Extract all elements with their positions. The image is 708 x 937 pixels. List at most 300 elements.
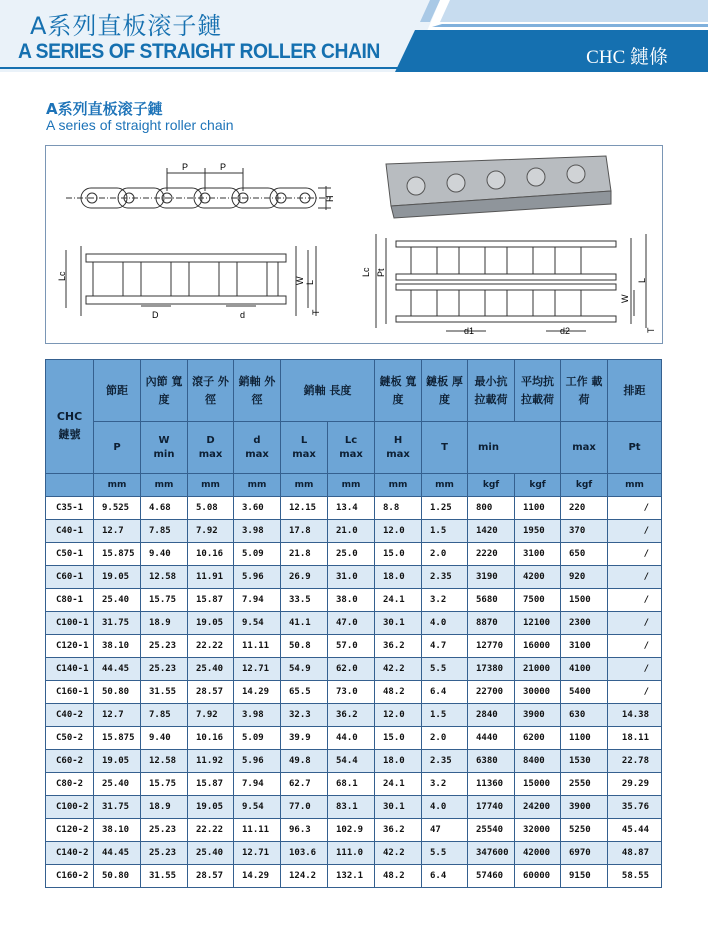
table-cell: 62.7	[281, 773, 328, 796]
table-cell: 18.9	[141, 796, 188, 819]
table-cell: 3190	[468, 566, 515, 589]
table-cell: /	[608, 681, 662, 704]
table-cell: 3100	[515, 543, 561, 566]
label-d1: d1	[464, 326, 475, 336]
table-cell: 25.23	[141, 635, 188, 658]
table-cell: 7.94	[234, 773, 281, 796]
table-cell: 8400	[515, 750, 561, 773]
chain-model-cell: C100-1	[46, 612, 94, 635]
label-d2: d2	[560, 326, 571, 336]
table-cell: 17380	[468, 658, 515, 681]
unit-cell: mm	[141, 474, 188, 497]
table-row	[46, 520, 662, 543]
table-cell: 1.5	[422, 704, 468, 727]
sym-lc: Lc max	[328, 422, 375, 474]
label-lc-left: Lc	[57, 271, 67, 281]
table-cell: 25.23	[141, 658, 188, 681]
table-cell: 102.9	[328, 819, 375, 842]
table-cell: 15.0	[375, 543, 422, 566]
unit-cell: kgf	[561, 474, 608, 497]
unit-cell: kgf	[515, 474, 561, 497]
table-cell: 11.11	[234, 635, 281, 658]
table-cell: 19.05	[188, 796, 234, 819]
table-cell: 3.2	[422, 589, 468, 612]
table-cell: 50.80	[94, 681, 141, 704]
table-cell: 25.40	[188, 842, 234, 865]
table-cell: 12100	[515, 612, 561, 635]
chain-model-cell: C40-2	[46, 704, 94, 727]
table-cell: 132.1	[328, 865, 375, 888]
chain-model-cell: C60-2	[46, 750, 94, 773]
table-cell: 21.0	[328, 520, 375, 543]
table-cell: 15.87	[188, 773, 234, 796]
table-cell: /	[608, 520, 662, 543]
table-cell: 5680	[468, 589, 515, 612]
table-cell: 22700	[468, 681, 515, 704]
spec-table	[45, 359, 662, 888]
chain-model-cell: C140-2	[46, 842, 94, 865]
sym-d-small: d max	[234, 422, 281, 474]
table-cell: 800	[468, 497, 515, 520]
col-model-header	[46, 360, 94, 474]
table-cell: 7.85	[141, 704, 188, 727]
banner-title-en: A SERIES OF STRAIGHT ROLLER CHAIN	[18, 40, 380, 63]
chain-drawing	[46, 146, 662, 343]
table-cell: 1100	[515, 497, 561, 520]
table-cell: 7500	[515, 589, 561, 612]
table-cell: 25540	[468, 819, 515, 842]
table-cell: 49.8	[281, 750, 328, 773]
table-cell: 9.54	[234, 796, 281, 819]
header-roller-dia: 滾子 外徑	[188, 360, 234, 422]
chain-model-cell: C50-1	[46, 543, 94, 566]
label-pt: Pt	[376, 268, 386, 277]
banner-title-cn: A系列直板滚子鏈	[30, 12, 223, 40]
table-cell: 12.15	[281, 497, 328, 520]
table-cell: 42.2	[375, 658, 422, 681]
side-view-chain	[66, 168, 331, 210]
spec-table-wrap	[45, 359, 661, 888]
table-row	[46, 543, 662, 566]
table-cell: 24200	[515, 796, 561, 819]
table-cell: 22.78	[608, 750, 662, 773]
label-p-2: P	[220, 162, 227, 172]
table-cell: 2220	[468, 543, 515, 566]
table-cell: 41.1	[281, 612, 328, 635]
table-cell: 18.0	[375, 566, 422, 589]
header-min-tensile: 最小抗 拉載荷	[468, 360, 515, 422]
table-cell: 15.0	[375, 727, 422, 750]
brand-label: CHC 鏈條	[586, 47, 668, 68]
table-cell: 15.875	[94, 543, 141, 566]
table-cell: 38.0	[328, 589, 375, 612]
table-cell: 5.09	[234, 543, 281, 566]
table-cell: 28.57	[188, 681, 234, 704]
table-cell: 50.80	[94, 865, 141, 888]
table-cell: 650	[561, 543, 608, 566]
table-cell: 9.54	[234, 612, 281, 635]
table-cell: 5400	[561, 681, 608, 704]
table-cell: 5250	[561, 819, 608, 842]
table-cell: 24.1	[375, 589, 422, 612]
table-cell: 12.0	[375, 704, 422, 727]
table-cell: 31.0	[328, 566, 375, 589]
table-cell: 7.94	[234, 589, 281, 612]
chain-model-cell: C60-1	[46, 566, 94, 589]
table-cell: 4.7	[422, 635, 468, 658]
table-cell: 18.0	[375, 750, 422, 773]
table-cell: 31.55	[141, 681, 188, 704]
chain-model-cell: C120-1	[46, 635, 94, 658]
header-plate-width: 鏈板 寬度	[375, 360, 422, 422]
table-cell: 5.08	[188, 497, 234, 520]
top-view-chain	[66, 246, 316, 316]
table-cell: 57.0	[328, 635, 375, 658]
table-cell: 48.2	[375, 865, 422, 888]
label-h: H	[325, 195, 335, 202]
table-cell: /	[608, 635, 662, 658]
table-cell: 77.0	[281, 796, 328, 819]
unit-cell: kgf	[468, 474, 515, 497]
table-cell: 22.22	[188, 635, 234, 658]
table-cell: 21000	[515, 658, 561, 681]
table-cell: 15.875	[94, 727, 141, 750]
label-lc-right: Lc	[361, 267, 371, 277]
table-cell: 5.09	[234, 727, 281, 750]
table-cell: 57460	[468, 865, 515, 888]
table-cell: 6.4	[422, 681, 468, 704]
table-cell: 47.0	[328, 612, 375, 635]
unit-cell: mm	[281, 474, 328, 497]
table-cell: 11.11	[234, 819, 281, 842]
table-cell: 12.7	[94, 520, 141, 543]
table-cell: 4.0	[422, 796, 468, 819]
chain-model-cell: C160-2	[46, 865, 94, 888]
table-cell: 96.3	[281, 819, 328, 842]
page-banner	[0, 0, 708, 72]
table-cell: 42.2	[375, 842, 422, 865]
table-cell: 28.57	[188, 865, 234, 888]
chain-model-cell: C80-2	[46, 773, 94, 796]
table-cell: 9.525	[94, 497, 141, 520]
table-cell: 12.58	[141, 750, 188, 773]
table-cell: 18.11	[608, 727, 662, 750]
sym-d-big: D max	[188, 422, 234, 474]
table-cell: 15.75	[141, 589, 188, 612]
table-cell: 3900	[561, 796, 608, 819]
chain-model-cell: C35-1	[46, 497, 94, 520]
table-cell: 3.60	[234, 497, 281, 520]
table-cell: 5.96	[234, 750, 281, 773]
table-cell: 32.3	[281, 704, 328, 727]
unit-cell: mm	[328, 474, 375, 497]
table-cell: 22.22	[188, 819, 234, 842]
header-plate-thickness: 鏈板 厚度	[422, 360, 468, 422]
header-row-pitch: 排距	[608, 360, 662, 422]
table-cell: 1530	[561, 750, 608, 773]
table-cell: 25.40	[188, 658, 234, 681]
table-cell: 2300	[561, 612, 608, 635]
table-cell: 1100	[561, 727, 608, 750]
table-cell: 36.2	[375, 819, 422, 842]
table-cell: 18.9	[141, 612, 188, 635]
table-cell: 2.0	[422, 543, 468, 566]
table-cell: 45.44	[608, 819, 662, 842]
unit-cell: mm	[234, 474, 281, 497]
table-cell: 11.91	[188, 566, 234, 589]
table-row	[46, 681, 662, 704]
table-cell: 11.92	[188, 750, 234, 773]
sym-w: W min	[141, 422, 188, 474]
table-cell: 3.2	[422, 773, 468, 796]
table-cell: 30.1	[375, 612, 422, 635]
table-row	[46, 727, 662, 750]
table-cell: 31.75	[94, 796, 141, 819]
label-d-big: D	[152, 310, 159, 320]
table-row	[46, 796, 662, 819]
table-cell: 14.38	[608, 704, 662, 727]
label-l-left: L	[305, 279, 315, 285]
table-cell: 1950	[515, 520, 561, 543]
table-cell: 4100	[561, 658, 608, 681]
table-cell: 7.92	[188, 520, 234, 543]
chain-diagram	[45, 145, 663, 344]
chain-model-cell: C140-1	[46, 658, 94, 681]
table-cell: 5.96	[234, 566, 281, 589]
table-body	[46, 497, 662, 888]
unit-cell: mm	[608, 474, 662, 497]
table-cell: 19.05	[94, 566, 141, 589]
label-w-left: W	[295, 276, 305, 285]
table-cell: 9150	[561, 865, 608, 888]
table-cell: 8.8	[375, 497, 422, 520]
table-cell: 10.16	[188, 727, 234, 750]
sym-p: P	[94, 422, 141, 474]
table-cell: 25.23	[141, 842, 188, 865]
table-cell: 31.75	[94, 612, 141, 635]
table-cell: 25.23	[141, 819, 188, 842]
table-row	[46, 842, 662, 865]
table-cell: 44.0	[328, 727, 375, 750]
table-cell: 1420	[468, 520, 515, 543]
table-cell: 31.55	[141, 865, 188, 888]
table-cell: 6200	[515, 727, 561, 750]
table-cell: 124.2	[281, 865, 328, 888]
table-cell: 25.40	[94, 589, 141, 612]
label-w-right: W	[620, 294, 630, 303]
table-cell: 7.92	[188, 704, 234, 727]
table-cell: 65.5	[281, 681, 328, 704]
table-cell: 10.16	[188, 543, 234, 566]
table-cell: 24.1	[375, 773, 422, 796]
table-row	[46, 497, 662, 520]
chain-model-cell: C160-1	[46, 681, 94, 704]
chain-model-cell: C40-1	[46, 520, 94, 543]
table-cell: 14.29	[234, 681, 281, 704]
table-cell: 2.35	[422, 566, 468, 589]
table-cell: 25.0	[328, 543, 375, 566]
table-cell: 38.10	[94, 819, 141, 842]
label-t-right: T	[646, 327, 656, 333]
table-cell: 12.58	[141, 566, 188, 589]
chc-label: CHC	[56, 409, 83, 423]
header-pitch: 節距	[94, 360, 141, 422]
table-cell: 32000	[515, 819, 561, 842]
table-cell: 9.40	[141, 727, 188, 750]
table-cell: 54.4	[328, 750, 375, 773]
table-cell: 15.87	[188, 589, 234, 612]
unit-cell: mm	[188, 474, 234, 497]
table-cell: 111.0	[328, 842, 375, 865]
table-cell: 12.71	[234, 842, 281, 865]
table-cell: 16000	[515, 635, 561, 658]
table-row	[46, 773, 662, 796]
table-cell: 30000	[515, 681, 561, 704]
table-cell: 2550	[561, 773, 608, 796]
label-t-left: T	[311, 309, 321, 315]
table-cell: 44.45	[94, 842, 141, 865]
table-row	[46, 704, 662, 727]
table-cell: 4200	[515, 566, 561, 589]
section-title-cn: A系列直板滚子鏈	[46, 100, 163, 118]
table-cell: 5.5	[422, 658, 468, 681]
table-cell: /	[608, 658, 662, 681]
table-cell: 4.0	[422, 612, 468, 635]
table-cell: 3.98	[234, 520, 281, 543]
table-cell: 17.8	[281, 520, 328, 543]
table-cell: 25.40	[94, 773, 141, 796]
table-cell: 26.9	[281, 566, 328, 589]
table-cell: 50.8	[281, 635, 328, 658]
unit-cell: mm	[94, 474, 141, 497]
sym-t: T	[422, 422, 468, 474]
sym-work: max	[561, 422, 608, 474]
table-cell: /	[608, 612, 662, 635]
table-cell: 36.2	[328, 704, 375, 727]
table-cell: 48.2	[375, 681, 422, 704]
section-title-en: A series of straight roller chain	[46, 117, 234, 133]
table-cell: 12.0	[375, 520, 422, 543]
header-inner-width: 內節 寬度	[141, 360, 188, 422]
table-cell: 36.2	[375, 635, 422, 658]
chain-model-cell: C100-2	[46, 796, 94, 819]
table-cell: 4440	[468, 727, 515, 750]
label-p-1: P	[182, 162, 189, 172]
table-cell: 54.9	[281, 658, 328, 681]
header-avg-tensile: 平均抗 拉載荷	[515, 360, 561, 422]
table-row	[46, 750, 662, 773]
table-row	[46, 566, 662, 589]
table-cell: 370	[561, 520, 608, 543]
table-cell: 47	[422, 819, 468, 842]
table-cell: 73.0	[328, 681, 375, 704]
table-cell: 2.35	[422, 750, 468, 773]
sym-l: L max	[281, 422, 328, 474]
table-cell: 8870	[468, 612, 515, 635]
table-cell: 19.05	[188, 612, 234, 635]
table-cell: /	[608, 566, 662, 589]
table-row	[46, 819, 662, 842]
table-cell: 3.98	[234, 704, 281, 727]
sym-pt: Pt	[608, 422, 662, 474]
table-cell: 3100	[561, 635, 608, 658]
table-cell: 920	[561, 566, 608, 589]
unit-cell: mm	[375, 474, 422, 497]
label-d-small: d	[240, 310, 246, 320]
table-cell: 29.29	[608, 773, 662, 796]
top-view-duplex	[376, 234, 646, 331]
table-row	[46, 589, 662, 612]
table-cell: /	[608, 497, 662, 520]
table-cell: 15000	[515, 773, 561, 796]
table-cell: 60000	[515, 865, 561, 888]
label-l-right: L	[637, 277, 647, 283]
table-cell: 6.4	[422, 865, 468, 888]
table-cell: 83.1	[328, 796, 375, 819]
table-cell: 7.85	[141, 520, 188, 543]
table-cell: 9.40	[141, 543, 188, 566]
table-cell: 220	[561, 497, 608, 520]
unit-row	[46, 474, 662, 497]
table-cell: 21.8	[281, 543, 328, 566]
table-cell: 6970	[561, 842, 608, 865]
model-label: 鏈號	[58, 427, 81, 441]
table-cell: 38.10	[94, 635, 141, 658]
table-cell: 17740	[468, 796, 515, 819]
table-cell: 1.5	[422, 520, 468, 543]
chain-model-cell: C80-1	[46, 589, 94, 612]
table-cell: 62.0	[328, 658, 375, 681]
chain-model-cell: C50-2	[46, 727, 94, 750]
table-cell: 19.05	[94, 750, 141, 773]
table-cell: 2.0	[422, 727, 468, 750]
table-cell: 11360	[468, 773, 515, 796]
table-cell: 48.87	[608, 842, 662, 865]
table-cell: 6380	[468, 750, 515, 773]
sym-h: H max	[375, 422, 422, 474]
duplex-chain-render	[386, 156, 611, 218]
table-cell: 14.29	[234, 865, 281, 888]
table-row	[46, 612, 662, 635]
table-cell: 5.5	[422, 842, 468, 865]
table-cell: 44.45	[94, 658, 141, 681]
header-working-load: 工作 載荷	[561, 360, 608, 422]
table-cell: /	[608, 543, 662, 566]
table-cell: 35.76	[608, 796, 662, 819]
table-cell: 39.9	[281, 727, 328, 750]
table-cell: 347600	[468, 842, 515, 865]
table-cell: 3900	[515, 704, 561, 727]
table-cell: 2840	[468, 704, 515, 727]
header-pin-dia: 銷軸 外徑	[234, 360, 281, 422]
table-cell: /	[608, 589, 662, 612]
table-cell: 13.4	[328, 497, 375, 520]
table-cell: 630	[561, 704, 608, 727]
table-cell: 42000	[515, 842, 561, 865]
table-cell: 15.75	[141, 773, 188, 796]
table-cell: 12.7	[94, 704, 141, 727]
unit-cell: mm	[422, 474, 468, 497]
table-cell: 33.5	[281, 589, 328, 612]
header-pin-length: 銷軸 長度	[281, 360, 375, 422]
table-cell: 30.1	[375, 796, 422, 819]
table-row	[46, 658, 662, 681]
table-row	[46, 865, 662, 888]
table-cell: 68.1	[328, 773, 375, 796]
sym-tensile: min	[468, 422, 561, 474]
table-cell: 58.55	[608, 865, 662, 888]
table-row	[46, 635, 662, 658]
